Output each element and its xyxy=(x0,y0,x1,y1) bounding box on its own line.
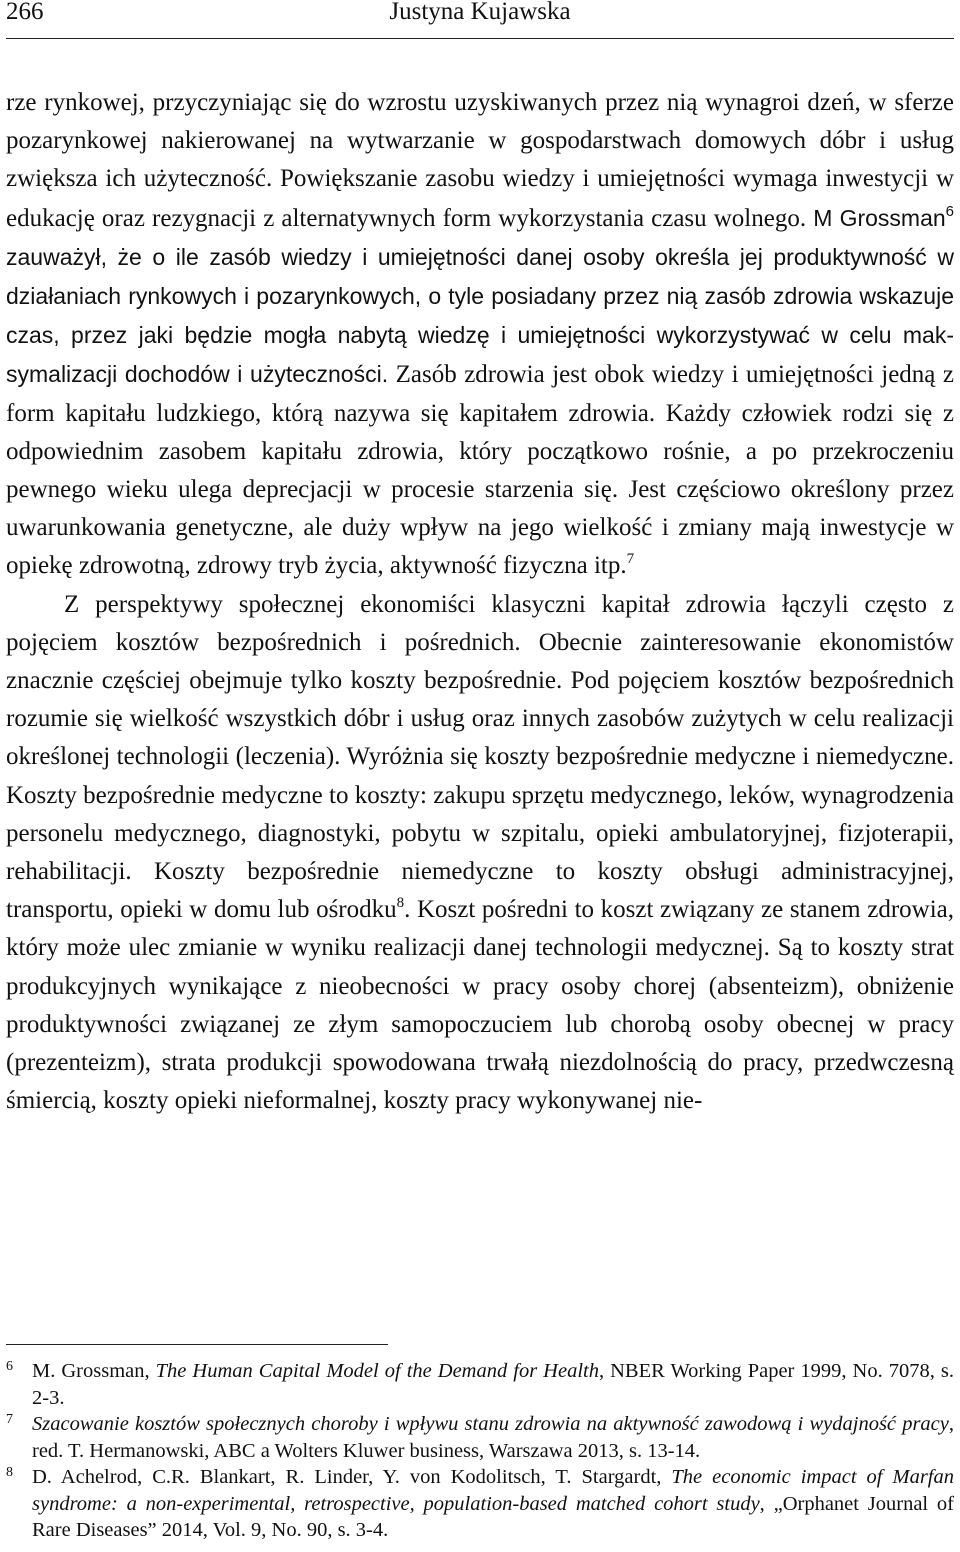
page-number: 266 xyxy=(6,0,44,25)
footnote-rule xyxy=(6,1344,388,1345)
paragraph-1-part-d: Zasób zdrowia jest obok wiedzy i umiejętności jedną z form kapitału ludzkiego, którą nazywa się kapitałem zdrowia. Każdy człowiek rodzi się z odpowiednim zasobem kapitału zdrowia, który początkowo rośnie, a po przekroczeniu pewnego wieku ulega deprecjacji w procesie starzenia się. Jest częściowo określony przez uwarunkowania genetyczne, ale duży wpływ na jego wielkość i zmiany mają inwestycje w opiekę zdrowotną, zdrowy tryb życia, aktywność fizyczna itp. xyxy=(6,361,954,580)
footnote-details: , „Orphanet Journal of Rare Diseases” 2014, Vol. 9, No. 90, s. 3-4. xyxy=(32,1492,954,1541)
paragraph-2-part-b: . Koszt pośredni to koszt związany ze stanem zdrowia, który może ulec zmianie w wyniku realizacji danej technologii medycznej. Są to koszty strat produkcyjnych wynikające z nieobecności w pracy osoby chorej (absenteizm), obniżenie produktywności związanej ze złym samopoczuciem lub chorobą osoby obecnej w pracy (prezenteizm), strata produkcji spowodowana trwałą niezdolnością do pracy, przedwczesną śmiercią, koszty opieki nieformalnej, koszty pracy wykonywanej nie- xyxy=(6,896,954,1115)
footnote-ref-6[interactable]: 6 xyxy=(945,202,954,220)
footnote-author: D. Achelrod, C.R. Blankart, R. Linder, Y. von Kodolitsch, T. Stargardt, xyxy=(32,1466,672,1488)
paragraph-2-part-a: Z perspektywy społecznej ekonomiści klasyczni kapitał zdrowia łączyli często z pojęciem kosztów bezpośrednich i pośrednich. Obecnie zainteresowanie ekonomistów znacznie częściej obejmuje tylko koszty bezpośrednie. Pod pojęciem kosztów bezpośrednich rozumie się wielkość wszystkich dóbr i usług oraz innych zasobów zużytych w celu realizacji określonej technologii (leczenia). Wyróżnia się koszty bezpośrednie medyczne i niemedyczne. Koszty bezpośrednie medyczne to koszty: zakupu sprzętu medycznego, leków, wynagrodzenia personelu medycznego, diagnostyki, pobytu w szpitalu, opieki ambulatoryjnej, fizjoterapii, rehabilitacji. Koszty bezpośrednie niemedyczne to koszty obsługi administracyjnej, transportu, opieki w domu lub ośrodku xyxy=(6,590,954,924)
footnote-author: M. Grossman, xyxy=(32,1360,156,1382)
footnote-details: , NBER Working Paper 1999, No. 7078, s. 2-3. xyxy=(32,1360,954,1409)
header-rule xyxy=(6,38,954,39)
footnote-number: 8 xyxy=(6,1465,13,1480)
footnote-8 xyxy=(6,1464,954,1544)
footnote-7 xyxy=(6,1411,954,1464)
paragraph-1 xyxy=(6,84,954,586)
footnote-title: The economic impact of Marfan syndrome: a non-experimental, retrospective, population-based matched cohort study xyxy=(32,1466,954,1515)
footnote-ref-7[interactable]: 7 xyxy=(626,551,635,568)
footnote-number: 6 xyxy=(6,1359,13,1374)
paragraph-1-part-a: rze rynkowej, przyczyniając się do wzrostu uzyskiwanych przez nią wynagroi dzeń, w sferze pozarynkowej nakierowanej na wytwarzanie w gospodarstwach domowych dóbr i usług zwiększa ich użyteczność. Powiększanie zasobu wiedzy i umiejętności wymaga inwestycji w edukację oraz rezygnacji z alternatywnych form wykorzystania czasu wolnego. xyxy=(6,89,954,232)
paragraph-1-part-c: zauważył, że o ile zasób wiedzy i umiejętności danej osoby określa jej produktywność w działaniach rynkowych i pozarynkowych, o tyle posiadany przez nią zasób zdrowia wskazuje czas, przez jaki będzie mogła nabytą wiedzę i umiejętności wykorzystywać w celu maksymalizacji dochodów i użyteczności. xyxy=(6,243,954,388)
author-name: M Grossman xyxy=(813,204,946,231)
footnote-ref-8[interactable]: 8 xyxy=(396,895,405,912)
footnote-details: , red. T. Hermanowski, ABC a Wolters Kluwer business, Warszawa 2013, s. 13-14. xyxy=(32,1413,954,1462)
footnotes xyxy=(6,1358,954,1544)
footnote-title: Szacowanie kosztów społecznych choroby i wpływu stanu zdrowia na aktywność zawodową i wydajność pracy xyxy=(32,1413,949,1435)
footnote-6 xyxy=(6,1358,954,1411)
running-head: Justyna Kujawska xyxy=(389,0,571,25)
body-text xyxy=(6,84,954,1120)
footnote-title: The Human Capital Model of the Demand for Health xyxy=(155,1360,599,1382)
paragraph-1-part-b xyxy=(6,202,954,388)
footnote-number: 7 xyxy=(6,1412,13,1427)
page-header xyxy=(6,0,954,36)
paragraph-2 xyxy=(6,586,954,1121)
